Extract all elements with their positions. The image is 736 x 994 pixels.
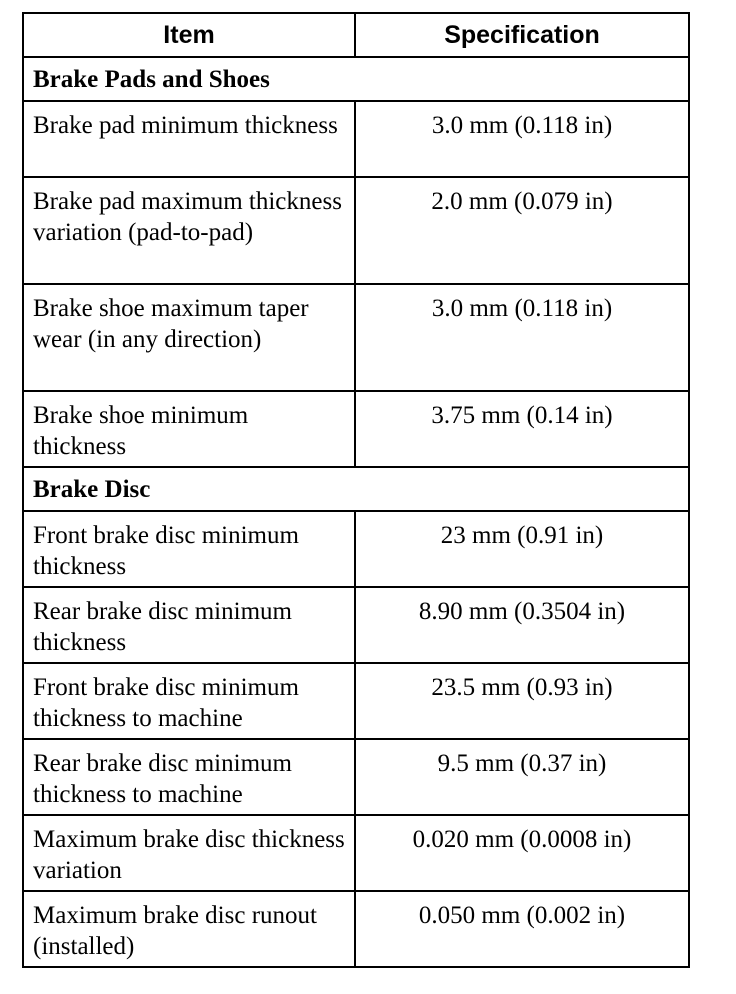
spec-cell: 8.90 mm (0.3504 in) — [355, 587, 689, 663]
section-title-brake-disc: Brake Disc — [23, 467, 689, 511]
spec-cell: 3.0 mm (0.118 in) — [355, 101, 689, 177]
spec-cell: 0.020 mm (0.0008 in) — [355, 815, 689, 891]
table-row — [23, 284, 689, 391]
table-row — [23, 739, 689, 815]
table-row — [23, 511, 689, 587]
item-cell: Maximum brake disc thickness variation — [23, 815, 355, 891]
specification-table — [22, 12, 690, 968]
spec-cell: 0.050 mm (0.002 in) — [355, 891, 689, 967]
table-row — [23, 391, 689, 467]
item-cell: Front brake disc minimum thickness to machine — [23, 663, 355, 739]
table-row — [23, 177, 689, 284]
table-row — [23, 663, 689, 739]
item-cell: Brake pad minimum thickness — [23, 101, 355, 177]
table-row — [23, 101, 689, 177]
item-cell: Brake shoe minimum thickness — [23, 391, 355, 467]
spec-cell: 3.0 mm (0.118 in) — [355, 284, 689, 391]
section-row — [23, 467, 689, 511]
header-item: Item — [23, 13, 355, 57]
table-row — [23, 891, 689, 967]
spec-cell: 3.75 mm (0.14 in) — [355, 391, 689, 467]
spec-cell: 23.5 mm (0.93 in) — [355, 663, 689, 739]
header-specification: Specification — [355, 13, 689, 57]
section-title-brake-pads-and-shoes: Brake Pads and Shoes — [23, 57, 689, 101]
table-row — [23, 587, 689, 663]
spec-cell: 9.5 mm (0.37 in) — [355, 739, 689, 815]
spec-cell: 23 mm (0.91 in) — [355, 511, 689, 587]
item-cell: Rear brake disc minimum thickness to machine — [23, 739, 355, 815]
item-cell: Maximum brake disc runout (installed) — [23, 891, 355, 967]
item-cell: Rear brake disc minimum thickness — [23, 587, 355, 663]
spec-cell: 2.0 mm (0.079 in) — [355, 177, 689, 284]
table-header-row — [23, 13, 689, 57]
table-row — [23, 815, 689, 891]
item-cell: Brake pad maximum thickness variation (pad-to-pad) — [23, 177, 355, 284]
item-cell: Front brake disc minimum thickness — [23, 511, 355, 587]
item-cell: Brake shoe maximum taper wear (in any direction) — [23, 284, 355, 391]
section-row — [23, 57, 689, 101]
